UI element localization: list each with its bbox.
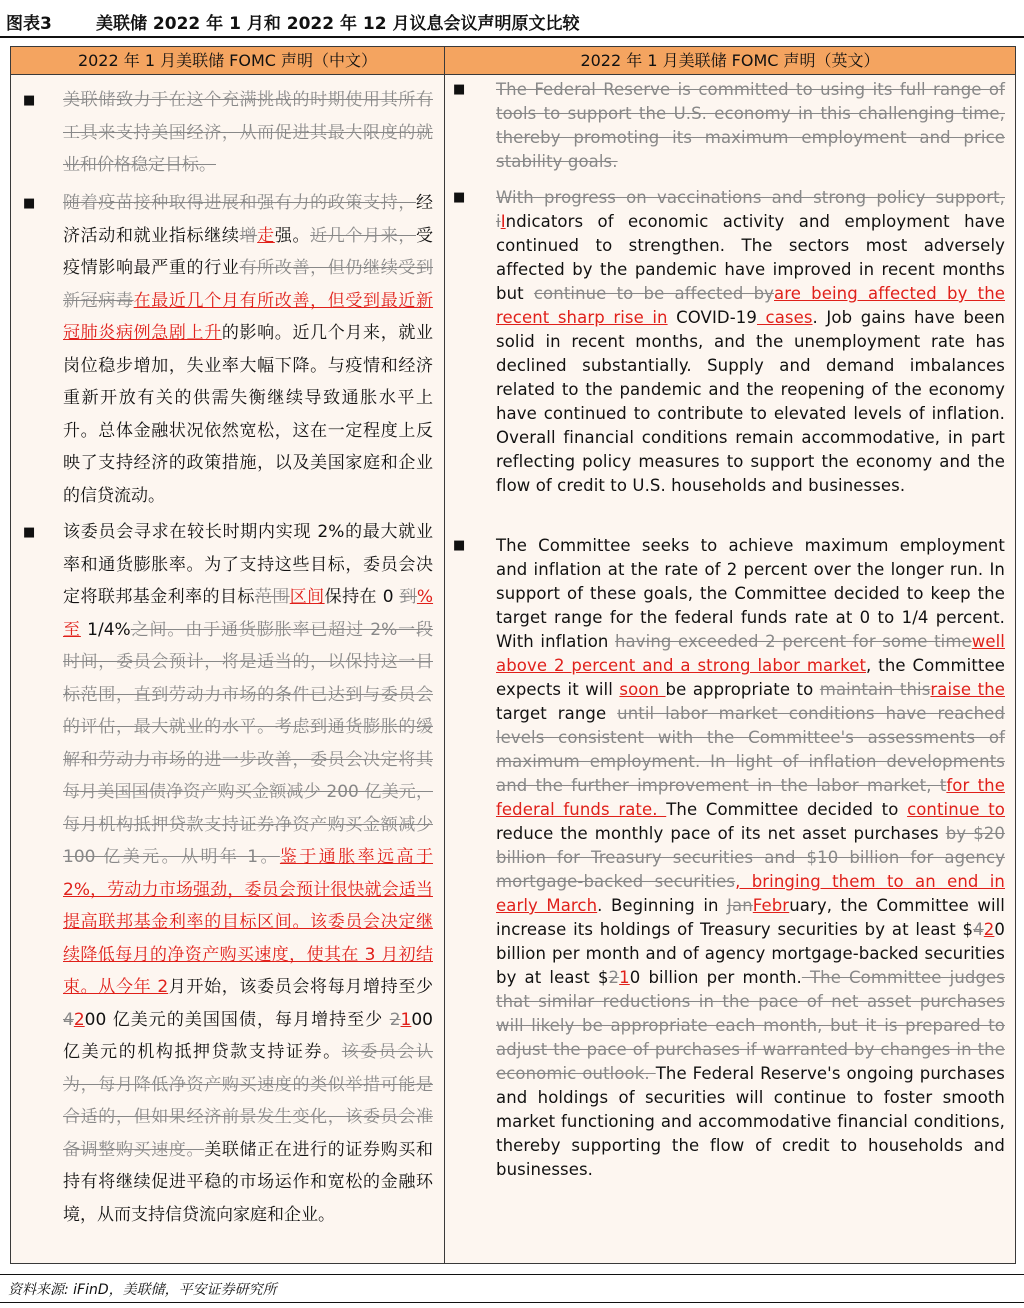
statement-text: uary, the Committee will increase its holdings of Treasury securities by at least $	[496, 896, 1005, 939]
bottom-divider	[0, 1302, 1024, 1303]
inserted-text: continue to	[907, 800, 1006, 819]
deleted-text: The Federal Reserve is committed to using its full range of tools to support the U.S. economy in this challenging time, thereby promoting its maximum employment and price stability goals.	[496, 80, 1005, 171]
statement-text: be appropriate to	[665, 680, 820, 699]
bullet-marker: ■	[453, 82, 466, 97]
english-statement-cell	[445, 76, 1015, 1263]
en-paragraph-text	[496, 186, 1005, 498]
deleted-text: 随着疫苗接种取得进展和强有力的政策支持，	[63, 193, 416, 213]
inserted-text: 鉴于通胀率远高于 2%，劳动力市场强劲，委员会预计很快就会适当提高联邦基金利率的目标区间。该委员会决定继续降低每月的净资产购买速度，使其在 3 月初结束。从今年 2	[63, 847, 434, 997]
statement-text: . Beginning in	[597, 896, 728, 915]
bullet-marker: ■	[23, 525, 36, 540]
bullet-marker: ■	[453, 538, 466, 553]
zh-paragraph-text	[63, 516, 433, 1231]
deleted-text: by $20 billion for Treasury securities and $10 billion for agency mortgage-backed securities	[496, 824, 1005, 891]
inserted-text: 1	[619, 968, 630, 987]
deleted-text: 美联储致力于在这个充满挑战的时期使用其所有工具来支持美国经济，从而促进其最大限度的就业和价格稳定目标。	[63, 90, 433, 175]
figure-title: 美联储 2022 年 1 月和 2022 年 12 月议息会议声明原文比较	[96, 14, 580, 34]
statement-text: 1/4%	[80, 619, 131, 640]
en-paragraph-3	[453, 534, 1005, 1182]
zh-paragraph-3	[23, 516, 433, 1231]
left-column-header: 2022 年 1 月美联储 FOMC 声明（中文）	[11, 47, 444, 75]
statement-text: 该委员会寻求在较长时期内实现 2%的最大就业率和通货膨胀率。为了支持这些目标，委员会决定将联邦基金利率的目标	[63, 522, 433, 607]
source-divider	[0, 1274, 1024, 1275]
statement-text: 美联储正在进行的证券购买和持有将继续促进平稳的市场运作和宽松的金融环境，从而支持信贷流向家庭和企业。	[63, 1139, 434, 1225]
statement-text: reduce the monthly pace of its net asset purchases	[496, 824, 946, 843]
statement-text: 月开始，该委员会将每月增持至少	[168, 977, 433, 997]
deleted-text: having exceeded 2 percent for some time	[615, 632, 972, 651]
statement-text: The Federal Reserve's ongoing purchases and holdings of securities will continue to foster smooth market functioning and accommodative financial conditions, thereby supporting the flow of credit to households and businesses.	[496, 1064, 1005, 1179]
statement-text: 经济活动和就业指标继续	[63, 193, 433, 246]
statement-text: ndicators of economic activity and employment have continued to strengthen. The sectors most adversely affected by the pandemic have improved in recent months but	[496, 212, 1005, 303]
deleted-text: 该委员会认为，每月降低净资产购买速度的类似举措可能是合适的，但如果经济前景发生变化，该委员会准备调整购买速度。	[63, 1042, 434, 1160]
chinese-statement-cell	[11, 76, 444, 1263]
en-paragraph-1	[453, 78, 1005, 174]
inserted-text: are being affected by the recent sharp rise in	[496, 284, 1006, 327]
inserted-text: 1	[400, 1009, 412, 1030]
inserted-text: %至	[63, 587, 434, 640]
deleted-text: 近几个月来，	[310, 225, 417, 246]
statement-text: , the Committee expects it will	[496, 656, 1005, 699]
bullet-marker: ■	[23, 93, 36, 108]
zh-paragraph-2	[23, 187, 433, 512]
deleted-text: 4	[63, 1009, 74, 1030]
inserted-text: well above 2 percent and a strong labor market	[496, 632, 1005, 675]
deleted-text: 增	[239, 225, 258, 246]
en-paragraph-text	[496, 534, 1005, 1182]
inserted-text: 2	[73, 1009, 85, 1030]
inserted-text: for the federal funds rate.	[496, 776, 1005, 819]
statement-text: 00 亿美元的美国国债，每月增持至少	[84, 1009, 390, 1030]
deleted-text: 范围	[254, 587, 290, 607]
inserted-text: , bringing them to an end in early March	[496, 872, 1005, 915]
zh-paragraph-text	[63, 187, 433, 512]
statement-text: 强。	[274, 225, 311, 246]
figure-label: 图表3	[6, 14, 52, 34]
inserted-text: 区间	[289, 587, 325, 607]
bullet-marker: ■	[23, 196, 36, 211]
deleted-text: continue to be affected by	[533, 284, 775, 303]
deleted-text: 之间。由于通货膨胀率已超过 2%一段时间，委员会预计，将是适当的，以保持这一目标范围，直到劳动力市场的条件已达到与委员会的评估，最大就业的水平。考虑到通货膨胀的缓解和劳动力市场的进一步改善，委员会决定将其每月美国国债净资产购买金额减少 200 亿美元，每月机构抵押贷款支持证券净资产购买金额减少 100 亿美元。从明年 1。	[63, 619, 434, 867]
deleted-text: until labor market conditions have reached levels consistent with the Committee's assessments of maximum employment. In light of inflation developments and the further improvement in the labor market, t	[496, 704, 1005, 795]
statement-text: 受疫情影响最严重的行业	[63, 225, 434, 278]
figure-title-bar	[0, 0, 1024, 38]
inserted-text: 2	[983, 920, 995, 939]
inserted-text: Febr	[752, 896, 790, 915]
deleted-text: 到	[399, 587, 417, 607]
deleted-text: maintain this	[819, 680, 931, 699]
inserted-text: cases	[756, 308, 813, 327]
inserted-text: raise the	[930, 680, 1005, 699]
inserted-text: 在最近几个月有所改善，但受到最近新冠肺炎病例急剧上升	[63, 290, 434, 343]
statement-text: 0 billion per month.	[629, 968, 802, 987]
statement-text: . Job gains have been solid in recent months, and the unemployment rate has declined substantially. Supply and demand imbalances related to the pandemic and the reopening of the economy have continued to contribute to elevated levels of inflation. Overall financial conditions remain accommodative, in part reflecting policy measures to support the economy and the flow of credit to U.S. households and businesses.	[496, 308, 1006, 495]
inserted-text: I	[500, 212, 506, 231]
statement-text: The Committee decided to	[666, 800, 908, 819]
statement-text: The Committee seeks to achieve maximum employment and inflation at the rate of 2 percent over the longer run. In support of these goals, the Committee decided to keep the target range for the federal funds rate at 0 to 1/4 percent. With inflation	[496, 536, 1005, 651]
bullet-marker: ■	[453, 190, 466, 205]
inserted-text: soon	[619, 680, 666, 699]
en-paragraph-2	[453, 186, 1005, 498]
deleted-text: The Committee judges that similar reductions in the pace of net asset purchases will likely be appropriate each month, but it is prepared to adjust the pace of purchases if warranted by changes in the economic outlook.	[496, 968, 1005, 1083]
statement-text: 保持在 0	[324, 587, 400, 607]
deleted-text: With progress on vaccinations and strong policy support, i	[496, 188, 1005, 231]
zh-paragraph-1	[23, 84, 433, 182]
en-paragraph-text	[496, 78, 1005, 174]
source-note: 资料来源: iFinD，美联储，平安证券研究所	[8, 1282, 277, 1298]
deleted-text: 2	[608, 968, 620, 987]
statement-text: target range	[496, 704, 618, 723]
statement-text: 00 亿美元的机构抵押贷款支持证券。	[63, 1009, 433, 1062]
deleted-text: 2	[389, 1009, 401, 1030]
statement-text: COVID-19	[667, 308, 757, 327]
comparison-table	[10, 46, 1016, 1264]
deleted-text: Jan	[727, 896, 753, 915]
statement-text: 0 billion per month and of agency mortgage-backed securities by at least $	[496, 920, 1005, 987]
right-column-header: 2022 年 1 月美联储 FOMC 声明（英文）	[445, 47, 1015, 75]
inserted-text: 走	[257, 225, 275, 246]
deleted-text: 有所改善，但仍继续受到新冠病毒	[63, 258, 433, 311]
zh-paragraph-text	[63, 84, 433, 182]
statement-text: 的影响。近几个月来，就业岗位稳步增加，失业率大幅下降。与疫情和经济重新开放有关的供需失衡继续导致通胀水平上升。总体金融状况依然宽松，这在一定程度上反映了支持经济的政策措施，以及美国家庭和企业的信贷流动。	[63, 323, 434, 506]
deleted-text: 4	[973, 920, 984, 939]
